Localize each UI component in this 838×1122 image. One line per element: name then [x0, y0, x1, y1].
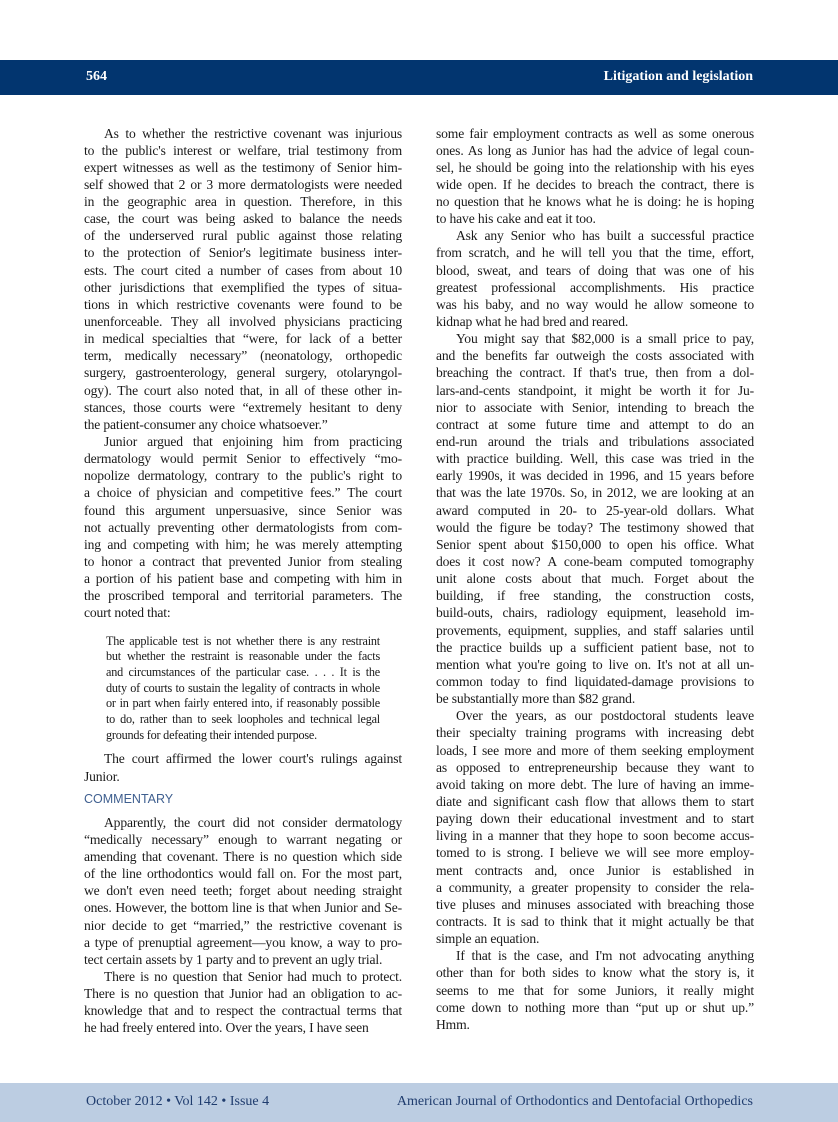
paragraph [84, 433, 402, 622]
text-line: no question that he knows what he is doing: he is hoping [436, 194, 754, 210]
text-line: tive pluses and minuses associated with breaching those [436, 896, 754, 912]
text-line: ing and competing with him; he was merely attempting [84, 536, 402, 552]
paragraph [84, 125, 402, 434]
text-line: to the public's interest or welfare, trial testimony from [84, 142, 402, 158]
text-line: kidnap what he had bred and reared. [436, 314, 629, 330]
text-line: unenforceable. They all involved physicians practicing [84, 314, 402, 330]
text-line: ones. As long as Junior has had the advice of legal coun- [436, 142, 754, 158]
text-line: contract at some future time and attempt to do an [436, 416, 754, 432]
text-line: a community, a greater propensity to consider the rela- [436, 879, 754, 895]
text-line: case, the court was being asked to balance the needs [84, 211, 402, 227]
text-line: of the line orthodontics would fall on. For the most part, [84, 866, 402, 882]
text-line: in medical specialties that “were, for lack of a better [84, 331, 402, 347]
text-line: knowledge that and to respect the contractual terms that [84, 1003, 402, 1019]
text-line: to do, rather than to seek loopholes and technical legal [106, 712, 380, 727]
text-line: to the protection of Senior's legitimate business inter- [84, 245, 402, 261]
text-line: building, if free standing, the construction costs, [436, 588, 754, 604]
text-line: come down to nothing more than “put up or shut up.” [436, 999, 754, 1015]
text-line: simple an equation. [436, 931, 540, 947]
text-line: not actually preventing other dermatologists from com- [84, 519, 402, 535]
text-line: greatest professional accomplishments. His practice [436, 279, 754, 295]
text-line: he had freely entered into. Over the years, I have seen [84, 1020, 369, 1036]
text-line: Senior spent about $150,000 to open his office. What [436, 536, 754, 552]
text-line: mention what you're going to live on. It's not at all un- [436, 656, 754, 672]
text-line: blood, sweat, and tears of doing that was one of his [436, 262, 754, 278]
text-line: provements, equipment, supplies, and staff salaries until [436, 622, 754, 638]
text-line: common today to find liquidated-damage provisions to [436, 674, 754, 689]
text-line: and circumstances of the particular case. . . . It is the [106, 664, 380, 679]
running-footer [0, 1083, 838, 1122]
text-line: early 1990s, it was decided in 1996, and 15 years before [436, 468, 754, 484]
text-line: self showed that 2 or 3 more dermatologists were needed [84, 176, 402, 192]
text-line: Junior argued that enjoining him from practicing [104, 434, 402, 450]
text-line: found this argument unpersuasive, since Senior was [84, 502, 402, 518]
text-line: a choice of physician and competitive fees.” The court [84, 485, 402, 501]
text-line: ests. The court cited a number of cases from about 10 [84, 262, 402, 278]
text-line: their specialty training programs with increasing debt [436, 725, 754, 741]
text-line: does it cost now? A cone-beam computed tomography [436, 554, 754, 570]
text-line: living in a manner that they hope to soon become accus- [436, 828, 754, 844]
text-line: the patient-consumer any choice whatsoever.” [84, 416, 328, 432]
text-line: contracts. It is sad to think that it might actually be that [436, 913, 754, 929]
text-line: lars-and-cents standpoint, it might be worth it for Ju- [436, 382, 754, 398]
text-line: duty of courts to sustain the legality of contracts in whole [106, 680, 380, 695]
text-line: nior to associate with Senior, intending to breach the [436, 399, 754, 415]
text-line: loads, I see more and more of them seeking employment [436, 742, 754, 758]
text-line: There is no question that Senior had much to protect. [104, 968, 402, 984]
text-line: Apparently, the court did not consider dermatology [104, 814, 402, 830]
paragraph [436, 227, 754, 330]
paragraph [84, 750, 402, 784]
text-line: avoid taking on more debt. The lure of having an imme- [436, 776, 754, 792]
text-line: paying down their educational investment and to start [436, 811, 754, 827]
paragraph [436, 125, 754, 228]
text-line: and the benefits far outweigh the costs associated with [436, 348, 754, 364]
text-line: Junior. [84, 768, 120, 784]
paragraph [84, 814, 402, 968]
text-line: was his baby, and no way would he allow someone to [436, 296, 754, 312]
text-line: tions in which restrictive covenants were found to be [84, 296, 402, 312]
text-line: amending that covenant. There is no question which side [84, 848, 402, 864]
paragraph [436, 330, 754, 707]
text-line: grounds for defeating their intended purpose. [106, 727, 317, 742]
text-line: “medically necessary” enough to warrant negating or [84, 831, 402, 847]
text-line: breaching the contract. If that's true, then from a dol- [436, 365, 754, 381]
text-line: with practice building. Well, this case was tried in the [436, 451, 754, 467]
text-line: ment contracts and, once Junior is established in [436, 862, 754, 878]
section-title: Litigation and legislation [603, 69, 753, 84]
paragraph [436, 707, 754, 947]
block-quote [106, 634, 380, 744]
text-line: would the figure be today? The testimony showed that [436, 519, 754, 535]
text-line: but whether the restraint is reasonable under the facts [106, 649, 380, 664]
text-line: the practice builds up a sufficient patient base, not to [436, 639, 754, 655]
text-line: award computed in 20- to 25-year-old dollars. What [436, 502, 754, 518]
text-line: seems to me that for some Juniors, it really might [436, 982, 754, 998]
text-line: term, medically necessary” (neonatology, orthopedic [84, 348, 402, 364]
journal-name: American Journal of Orthodontics and Dentofacial Orthopedics [396, 1094, 753, 1109]
text-line: nior decide to get “married,” the restrictive covenant is [84, 917, 402, 933]
text-line: sel, he should be going into the relationship with his eyes [436, 159, 754, 175]
text-line: The applicable test is not whether there is any restraint [106, 633, 380, 648]
section-heading: COMMENTARY [84, 791, 174, 806]
text-line: other jurisdictions that exemplified the types of situa- [84, 279, 402, 295]
text-line: wide open. If he decides to breach the contract, there is [436, 176, 754, 192]
text-line: expert witnesses as well as the testimony of Senior him- [84, 159, 402, 175]
text-line: in the geographic area in question. Therefore, in this [84, 194, 402, 210]
text-line: as opposed to entrepreneurship because they want to [436, 759, 754, 775]
text-line: nopolize dermatology, contrary to the public's right to [84, 468, 402, 484]
text-line: of the underserved rural public against those relating [84, 228, 402, 244]
right-column [436, 125, 754, 1033]
text-line: The court affirmed the lower court's rulings against [104, 751, 402, 767]
text-line: some fair employment contracts as well as some onerous [436, 125, 754, 141]
text-line: court noted that: [84, 605, 171, 621]
text-line: Ask any Senior who has built a successful practice [456, 228, 754, 244]
paragraph [436, 947, 754, 1033]
text-line: a type of prenuptial agreement—you know, a way to pro- [84, 934, 402, 950]
text-line: As to whether the restrictive covenant was injurious [104, 125, 402, 141]
text-line: Hmm. [436, 1016, 470, 1032]
text-line: or in part when fairly entered into, if reasonably possible [106, 696, 380, 711]
text-line: You might say that $82,000 is a small price to pay, [456, 331, 754, 347]
text-line: Over the years, as our postdoctoral students leave [456, 708, 754, 724]
text-line: If that is the case, and I'm not advocating anything [456, 948, 754, 964]
paragraph [84, 968, 402, 1037]
text-line: diate and significant cash flow that allows them to start [436, 793, 754, 809]
text-line: tomed to is strong. I believe we will see more employ- [436, 845, 754, 861]
text-line: we don't even need teeth; forget about needing straight [84, 883, 402, 899]
text-line: tect certain assets by 1 party and to prevent an ugly trial. [84, 951, 383, 967]
text-line: that was the late 1970s. So, in 2012, we are looking at an [436, 485, 754, 501]
running-header [0, 60, 838, 95]
text-line: unit alone costs about that much. Forget about the [436, 571, 754, 587]
text-line: other than for both sides to know what the story is, it [436, 965, 754, 981]
text-line: ones. However, the bottom line is that when Junior and Se- [84, 900, 402, 916]
text-line: surgery, gastroenterology, general surgery, otolaryngol- [84, 365, 402, 381]
page-number: 564 [86, 69, 107, 84]
left-column [84, 125, 402, 1037]
text-line: to have his cake and eat it too. [436, 211, 596, 227]
text-line: There is no question that Junior had an obligation to ac- [84, 986, 402, 1002]
text-line: dermatology would permit Senior to effectively “mo- [84, 451, 402, 467]
text-line: ogy). The court also noted that, in all of these other in- [84, 382, 402, 398]
text-line: be substantially more than $82 grand. [436, 691, 636, 707]
text-line: the proscribed temporal and territorial parameters. The [84, 588, 402, 604]
text-line: stances, those courts were “extremely hesitant to deny [84, 399, 402, 415]
text-line: a portion of his patient base and competing with him in [84, 571, 402, 587]
text-line: to honor a contract that prevented Junior from stealing [84, 554, 402, 570]
text-line: end-run around the trials and tribulations associated [436, 434, 754, 450]
text-line: build-outs, chairs, radiology equipment, leasehold im- [436, 605, 754, 621]
text-line: from scratch, and he will tell you that the time, effort, [436, 245, 754, 261]
issue-info: October 2012 • Vol 142 • Issue 4 [86, 1094, 270, 1109]
